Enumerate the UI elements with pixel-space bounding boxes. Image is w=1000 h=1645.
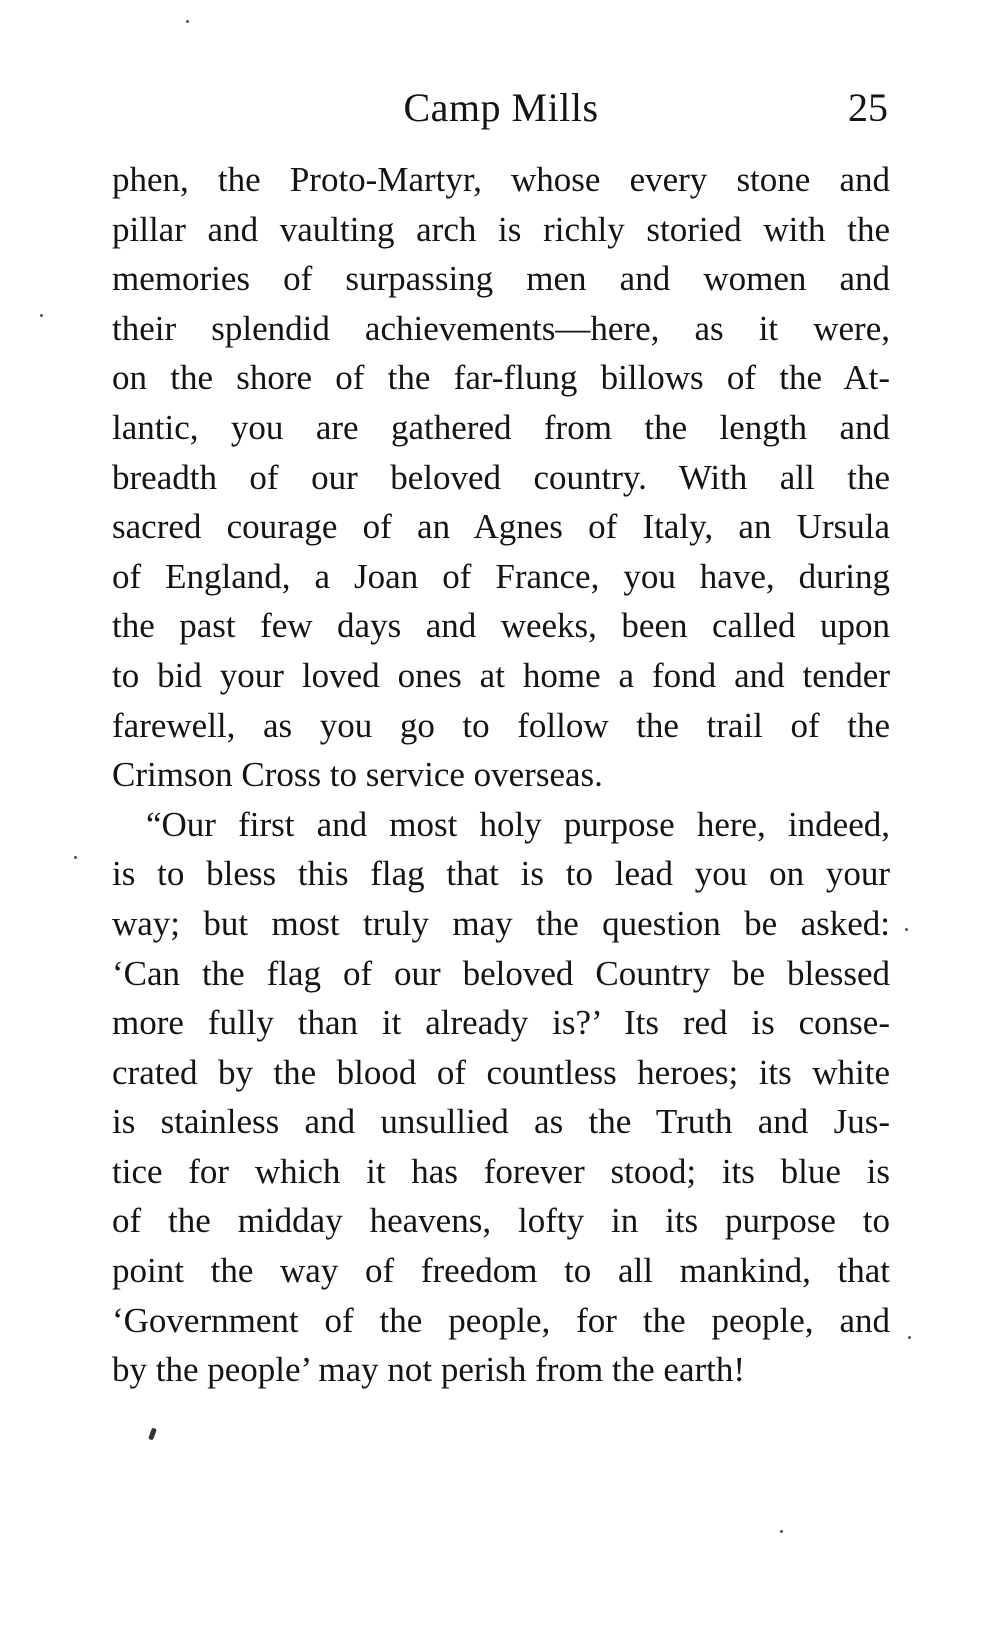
text-line: way; but most truly may the question be asked: [112,903,890,943]
paragraph-end-line: Crimson Cross to service overseas. [112,755,603,795]
text-line: of the midday heavens, lofty in its purpose to [112,1201,890,1241]
text-line: point the way of freedom to all mankind, that [112,1251,890,1291]
text-line: more fully than it already is?’ Its red is conse- [112,1003,890,1043]
text-line: ‘Can the flag of our beloved Country be blessed [112,953,890,993]
text-line: by the people’ may not perish from the earth! [112,1350,746,1390]
text-line: pillar and vaulting arch is richly storied with the [112,209,890,249]
text-line: sacred courage of an Agnes of Italy, an Ursula [112,507,890,547]
text-line: the past few days and weeks, been called upon [112,606,890,646]
text-line: breadth of our beloved country. With all the [112,457,890,497]
page-number: 25 [848,85,888,130]
text-line: farewell, as you go to follow the trail of the [112,705,890,745]
text-line: their splendid achievements—here, as it were, [112,308,890,348]
text-line: crated by the blood of countless heroes; its white [112,1052,890,1092]
running-title: Camp Mills [403,85,599,130]
page-header [112,80,890,140]
text-line: memories of surpassing men and women and [112,259,890,299]
text-line: lantic, you are gathered from the length and [112,407,890,447]
scan-speck [908,1336,911,1339]
scan-speck [74,856,77,859]
text-line: on the shore of the far-flung billows of the At- [112,358,890,398]
paragraph-start-line: “Our first and most holy purpose here, indeed, [146,804,890,844]
scan-speck [780,1530,783,1533]
text-line: ‘Government of the people, for the people, and [112,1300,890,1340]
text-line: to bid your loved ones at home a fond and tender [112,655,890,695]
text-line: tice for which it has forever stood; its blue is [112,1151,890,1191]
scan-mark [148,1428,157,1441]
text-line: of England, a Joan of France, you have, during [112,556,890,596]
text-line: phen, the Proto-Martyr, whose every stone and [112,160,890,199]
body-text [112,155,890,1395]
text-line: is stainless and unsullied as the Truth and Jus- [112,1102,890,1142]
text-line: is to bless this flag that is to lead you on your [112,854,890,894]
scan-speck [186,20,189,23]
scan-speck [40,314,43,317]
scan-speck [905,928,908,931]
